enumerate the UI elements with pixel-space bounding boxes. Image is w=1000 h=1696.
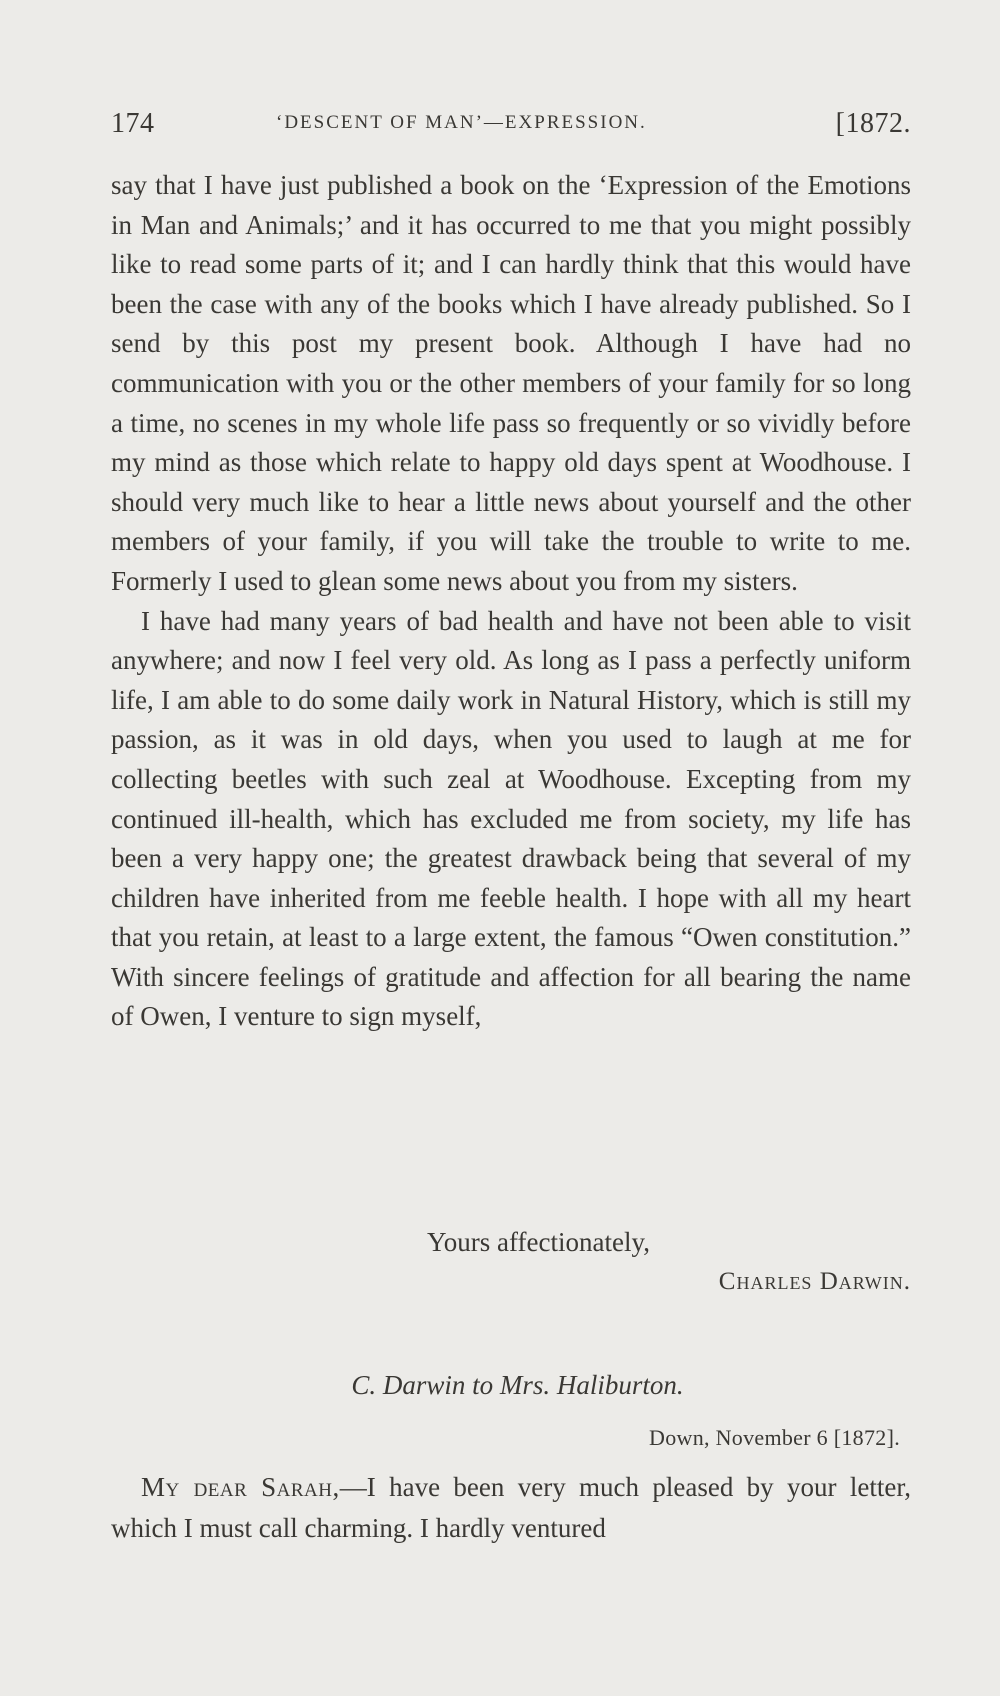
dateline: Down, November 6 [1872]. (649, 1425, 900, 1450)
next-letter-body (111, 1467, 911, 1549)
next-letter-paragraph (111, 1467, 911, 1549)
running-title: ‘DESCENT OF MAN’—EXPRESSION. (276, 112, 647, 133)
header-year: [1872. (835, 108, 911, 139)
signature: Charles Darwin. (718, 1268, 911, 1295)
page-number: 174 (111, 108, 155, 139)
letter-heading: C. Darwin to Mrs. Haliburton. (351, 1370, 684, 1400)
salutation: My dear Sarah, (141, 1472, 340, 1502)
valediction: Yours affectionately, (427, 1227, 650, 1257)
next-letter-opening: —I have been very much pleased by your letter, which I must call charming. I hardly ventured (111, 1472, 911, 1543)
paragraph-2: I have had many years of bad health and have not been able to visit anywhere; and now I feel very old. As long as I pass a perfectly uniform life, I am able to do some daily work in Natural History, which is still my passion, as it was in old days, when you used to laugh at me for collecting beetles with such zeal at Woodhouse. Excepting from my continued ill-health, which has excluded me from society, my life has been a very happy one; the greatest drawback being that several of my children have inherited from me feeble health. I hope with all my heart that you retain, at least to a large extent, the famous “Owen constitution.” With sincere feelings of gratitude and affection for all bearing the name of Owen, I venture to sign myself, (111, 605, 911, 1032)
letter-body (111, 166, 911, 1037)
running-header (111, 108, 911, 144)
paragraph-1: say that I have just published a book on the ‘Expression of the Emotions in Man and Animals;’ and it has occurred to me that you might possibly like to read some parts of it; and I can hardly think that this would have been the case with any of the books which I have already published. So I send by this post my present book. Although I have had no communication with you or the other members of your family for so long a time, no scenes in my whole life pass so frequently or so vividly before my mind as those which relate to happy old days spent at Woodhouse. I should very much like to hear a little news about yourself and the other members of your family, if you will take the trouble to write to me. Formerly I used to glean some news about you from my sisters. (111, 170, 911, 596)
